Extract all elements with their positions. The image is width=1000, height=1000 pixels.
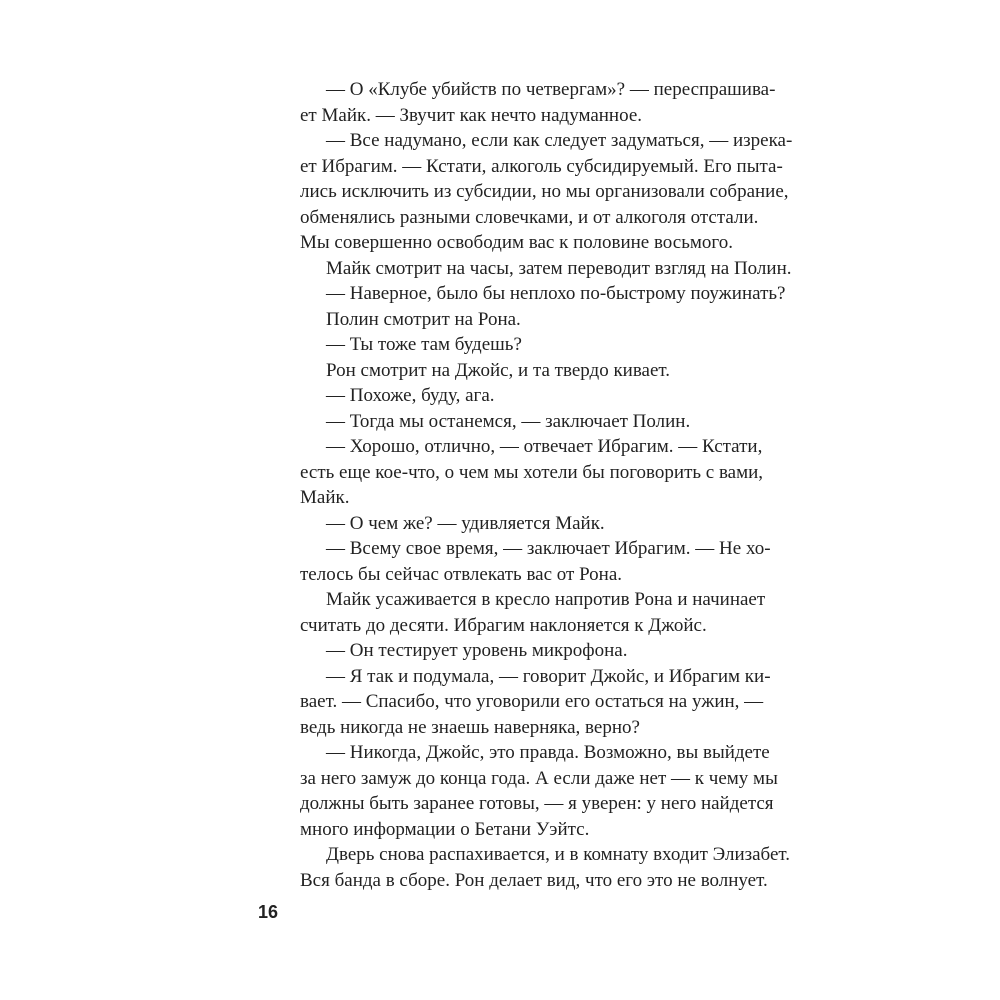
text-line: — Я так и подумала, — говорит Джойс, и Ибрагим ки- xyxy=(326,665,771,687)
text-line: телось бы сейчас отвлекать вас от Рона. xyxy=(300,563,623,585)
text-line: Майк. xyxy=(300,487,350,508)
text-line: Рон смотрит на Джойс, и та твердо кивает. xyxy=(326,359,671,381)
text-line: Мы совершенно освободим вас к половине восьмого. xyxy=(300,232,733,253)
text-line: Майк смотрит на часы, затем переводит взгляд на Полин. xyxy=(326,257,792,279)
text-line: ет Майк. — Звучит как нечто надуманное. xyxy=(300,104,643,126)
text-line: — Никогда, Джойс, это правда. Возможно, вы выйдете xyxy=(326,742,770,763)
text-line: Вся банда в сборе. Рон делает вид, что его это не волнует. xyxy=(300,869,768,891)
text-line: ет Ибрагим. — Кстати, алкоголь субсидируемый. Его пыта- xyxy=(300,155,783,177)
text-line: много информации о Бетани Уэйтс. xyxy=(300,818,590,840)
text-line: — Он тестирует уровень микрофона. xyxy=(326,640,628,661)
text-line: считать до десяти. Ибрагим наклоняется к Джойс. xyxy=(300,614,707,636)
text-line: обменялись разными словечками, и от алкоголя отстали. xyxy=(300,206,759,228)
text-line: — Все надумано, если как следует задуматься, — изрека- xyxy=(326,130,793,151)
text-line: Полин смотрит на Рона. xyxy=(326,308,521,330)
page-number: 16 xyxy=(258,902,279,922)
text-line: — О чем же? — удивляется Майк. xyxy=(326,512,605,534)
text-line: — Похоже, буду, ага. xyxy=(326,385,495,406)
text-line: Майк усаживается в кресло напротив Рона и начинает xyxy=(326,589,766,610)
text-line: — Всему свое время, — заключает Ибрагим. — Не хо- xyxy=(326,538,771,559)
text-line: ведь никогда не знаешь наверняка, верно? xyxy=(300,716,640,738)
text-line: — О «Клубе убийств по четвергам»? — переспрашива- xyxy=(326,79,776,100)
text-line: лись исключить из субсидии, но мы организовали собрание, xyxy=(300,181,789,202)
text-line: — Хорошо, отлично, — отвечает Ибрагим. — Кстати, xyxy=(326,436,763,457)
text-line: — Тогда мы останемся, — заключает Полин. xyxy=(326,410,691,432)
text-line: — Ты тоже там будешь? xyxy=(326,334,522,355)
text-line: должны быть заранее готовы, — я уверен: у него найдется xyxy=(300,793,774,814)
text-line: Дверь снова распахивается, и в комнату входит Элизабет. xyxy=(326,844,791,865)
body-text xyxy=(300,77,793,893)
text-line: есть еще кое-что, о чем мы хотели бы поговорить с вами, xyxy=(300,461,764,483)
text-line: — Наверное, было бы неплохо по-быстрому поужинать? xyxy=(326,283,786,304)
text-line: за него замуж до конца года. А если даже нет — к чему мы xyxy=(300,767,778,789)
text-line: вает. — Спасибо, что уговорили его остаться на ужин, — xyxy=(300,691,764,712)
